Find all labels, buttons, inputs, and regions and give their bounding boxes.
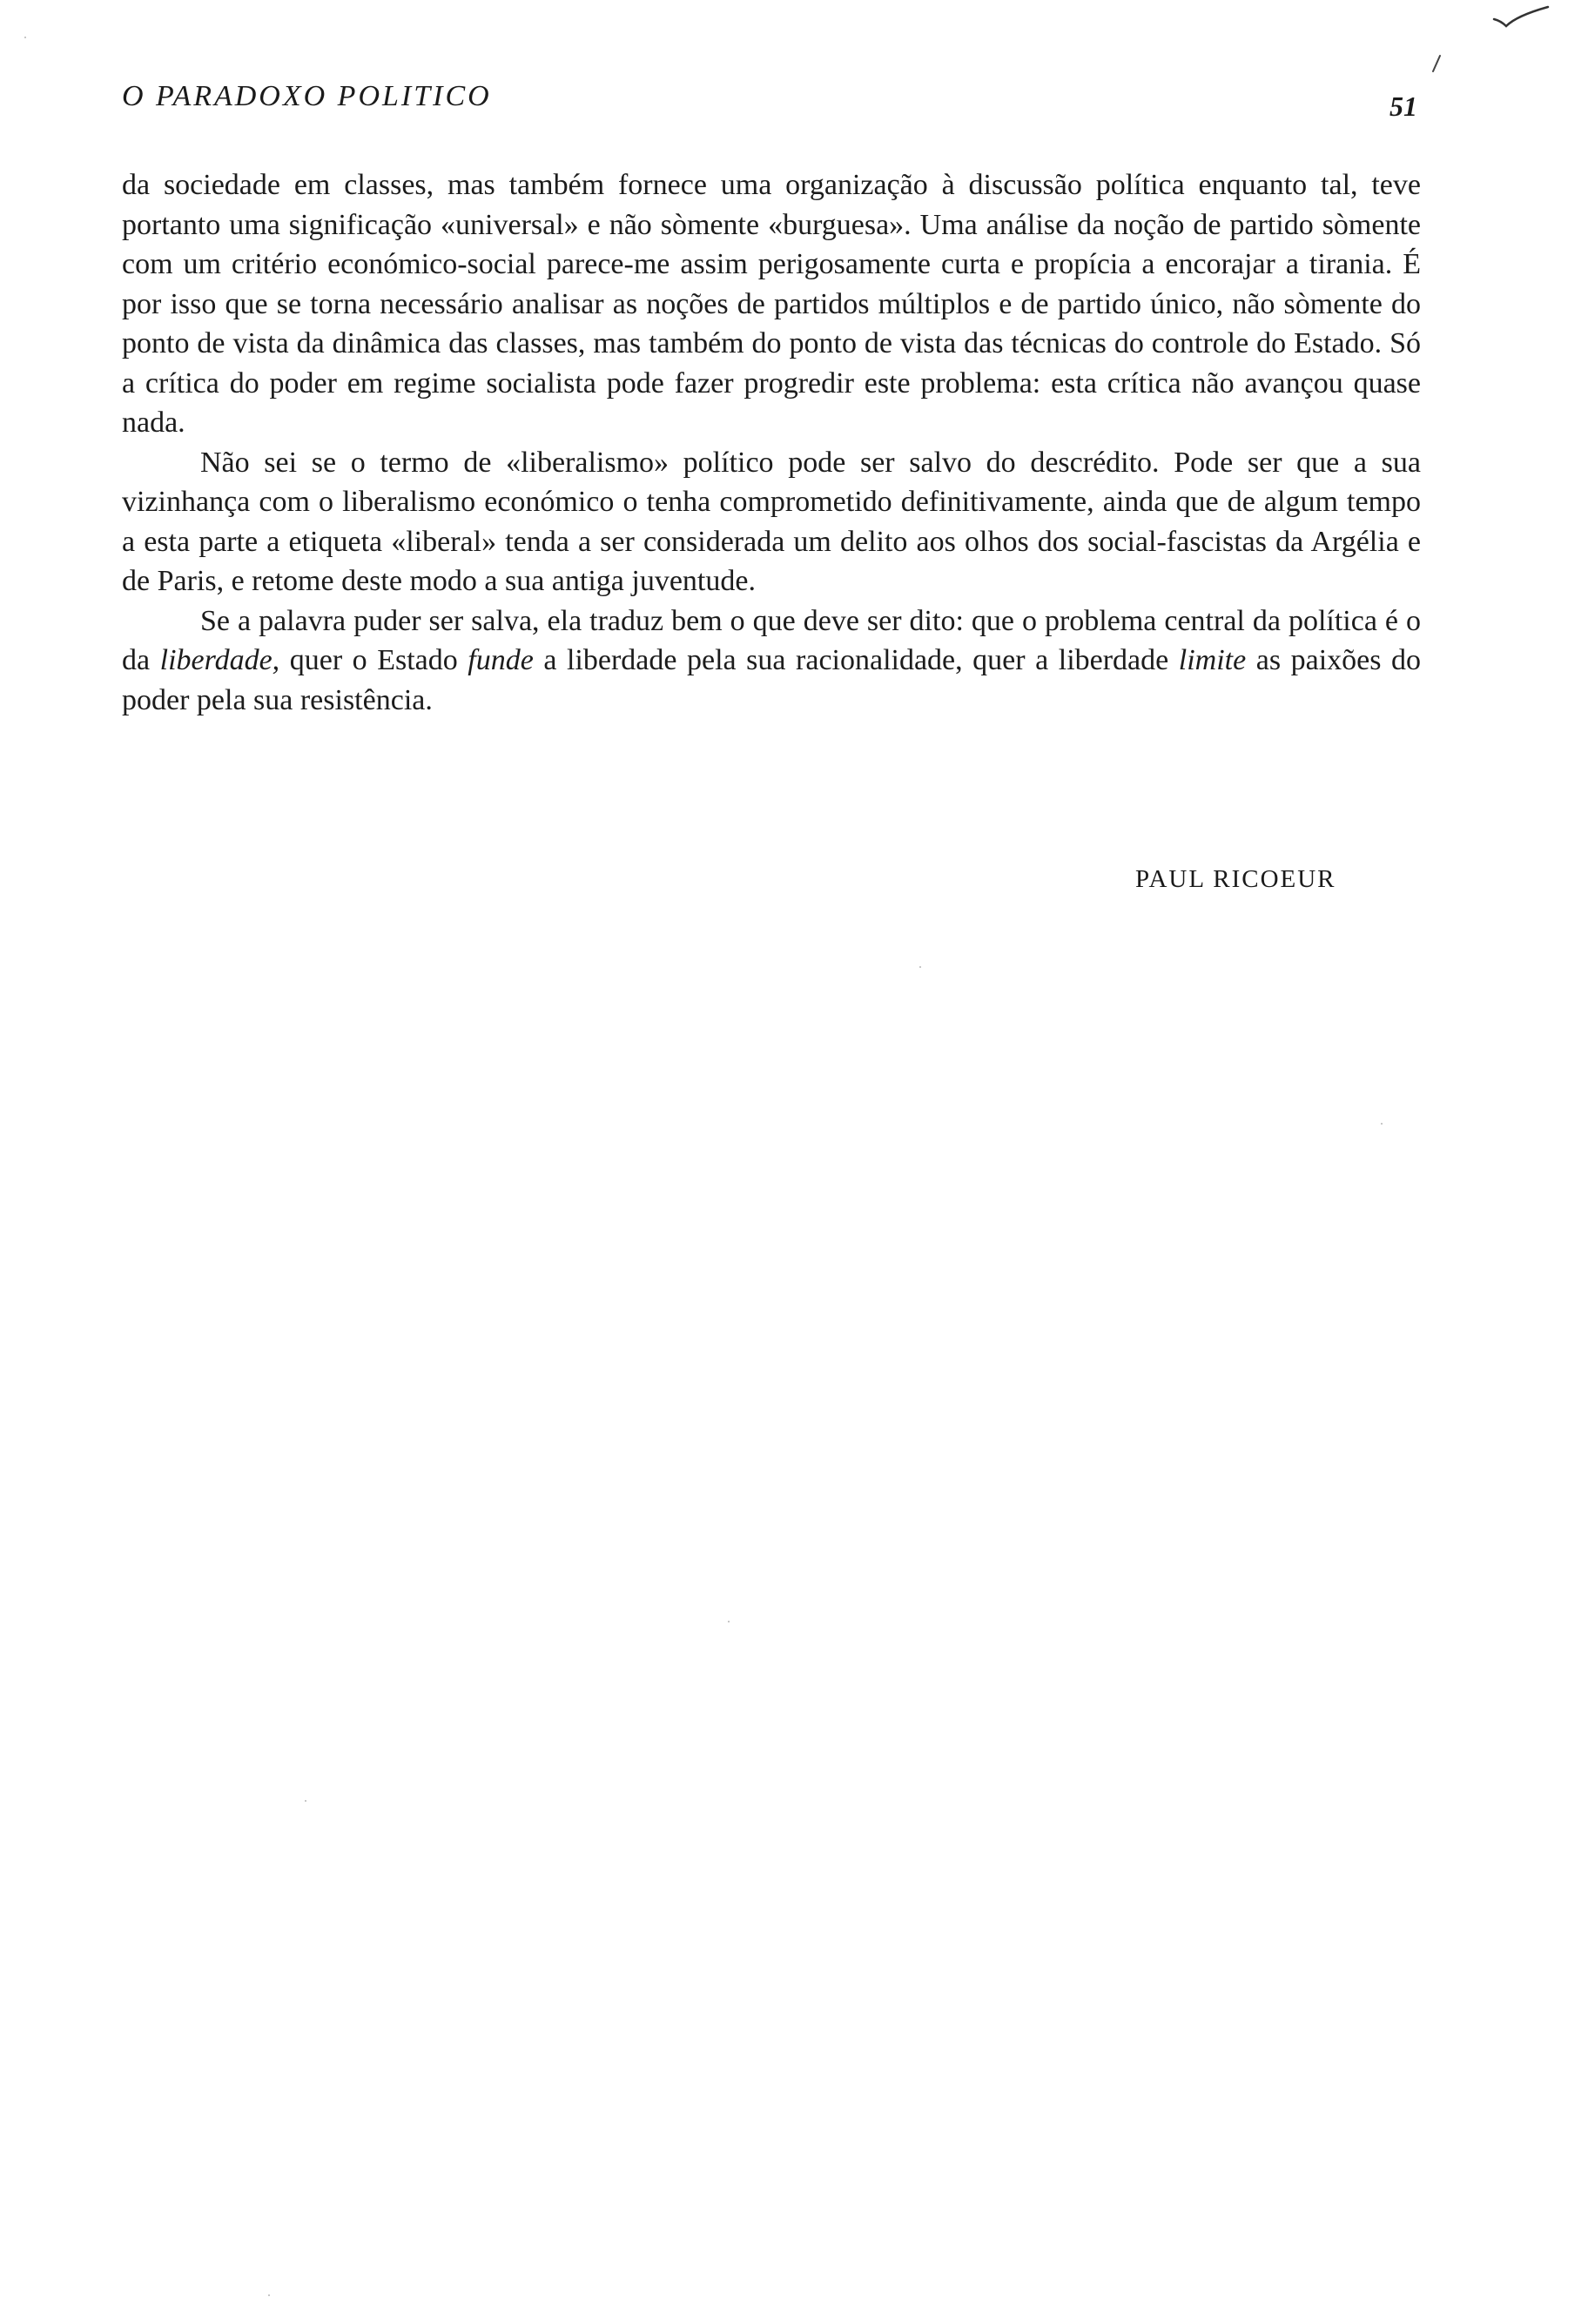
paragraph-3: [122, 601, 1421, 721]
scan-speck: [1381, 1123, 1383, 1125]
body-text: [122, 165, 1421, 720]
scan-speck: [919, 966, 921, 968]
emphasis-funde: funde: [468, 644, 534, 676]
check-mark-icon: [1490, 3, 1551, 35]
pencil-tick-icon: [1431, 54, 1442, 73]
paragraph-3-text-b: quer o Estado: [279, 644, 468, 676]
paragraph-2: [122, 443, 1421, 601]
paragraph-3-text-a: Se a palavra puder ser salva, ela traduz bem o que deve ser dito: que o problema central da política é o da: [122, 604, 1421, 676]
running-title: O PARADOXO POLITICO: [122, 80, 492, 112]
page-number: 51: [1390, 91, 1417, 122]
scan-speck: [728, 1621, 730, 1622]
scan-speck: [268, 2294, 270, 2296]
emphasis-limite: limite: [1178, 644, 1247, 676]
paragraph-3-text-d: as paixões do poder pela sua resistência.: [122, 644, 1422, 716]
paragraph-1: [122, 165, 1421, 443]
paragraph-3-text-c: a liberdade pela sua racionalidade, quer a liberdade: [533, 644, 1179, 676]
paragraph-2-text: Não sei se o termo de «liberalismo» político pode ser salvo do descrédito. Pode ser que a sua vizinhança com o liberalismo económico o tenha comprometido definitivamente, ainda que de algum tempo a esta parte a etiqueta «liberal» tenda a ser considerada um delito aos olhos dos social-fascistas da Argélia e de Paris, e retome deste modo a sua antiga juventude.: [122, 446, 1421, 597]
paragraph-1-text: da sociedade em classes, mas também fornece uma organização à discussão política enquanto tal, teve portanto uma significação «universal» e não sòmente «burguesa». Uma análise da noção de partido sòmente com um critério económico-social parece-me assim perigosamente curta e propícia a encorajar a tirania. É por isso que se torna necessário analisar as noções de partidos múltiplos e de partido único, não sòmente do ponto de vista da dinâmica das classes, mas também do ponto de vista das técnicas do controle do Estado. Só a crítica do poder em regime socialista pode fazer progredir este problema: esta crítica não avançou quase nada.: [122, 169, 1421, 439]
author-signature: PAUL RICOEUR: [1135, 865, 1336, 893]
emphasis-liberdade: liberdade,: [159, 644, 280, 676]
scan-speck: [305, 1800, 306, 1802]
scan-speck: [24, 37, 26, 38]
